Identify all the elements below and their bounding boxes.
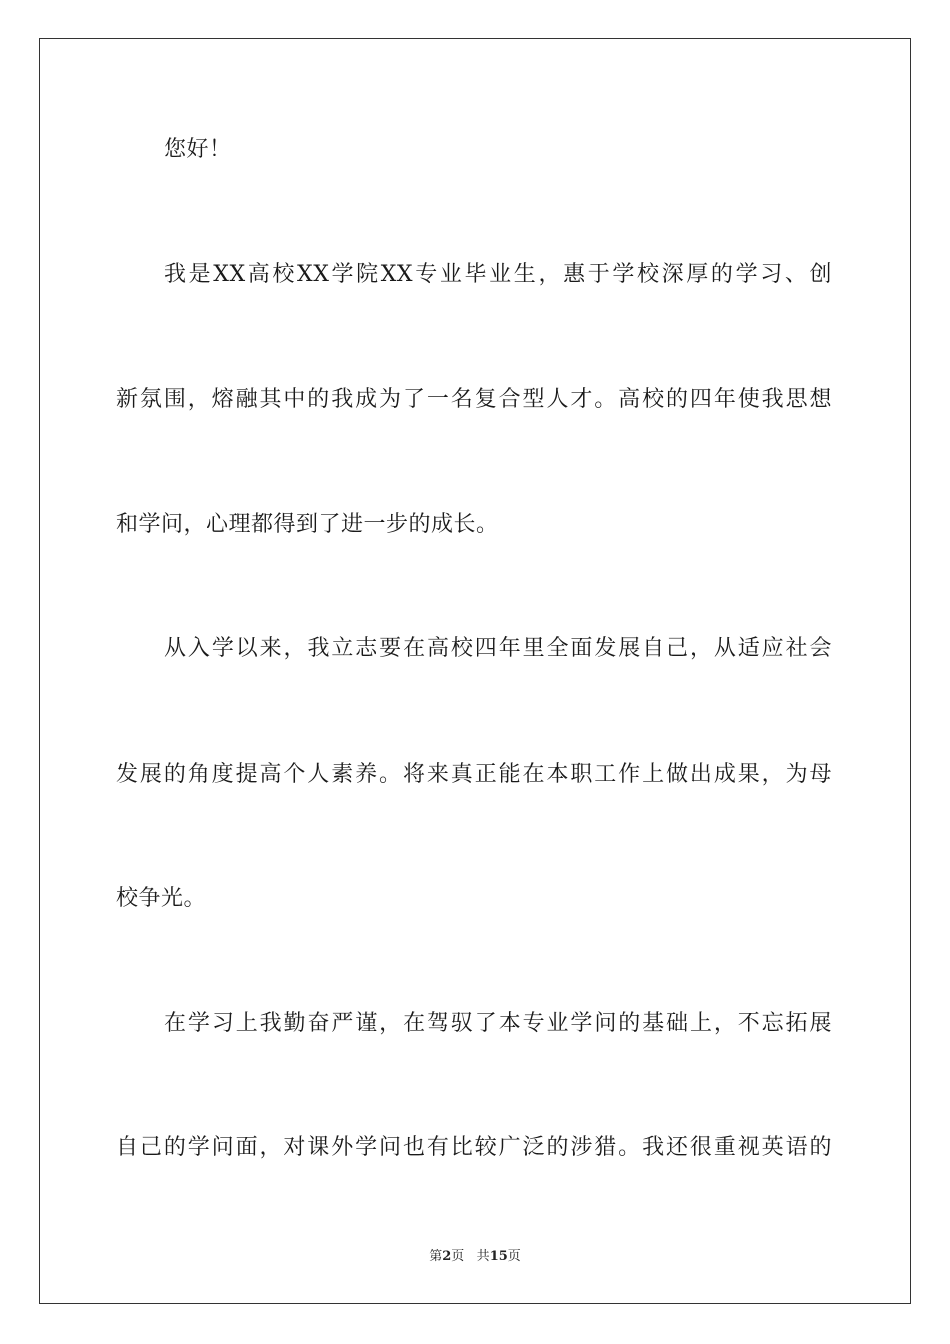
page-label-suffix: 页 — [451, 1249, 465, 1264]
paragraph-2-line-2: 发展的角度提高个人素养。将来真正能在本职工作上做出成果，为母 — [116, 762, 832, 787]
total-label-suffix: 页 — [507, 1249, 521, 1264]
page-frame — [39, 38, 911, 1304]
paragraph-1-line-2: 新氛围，熔融其中的我成为了一名复合型人才。高校的四年使我思想 — [116, 387, 832, 412]
total-pages-number: 15 — [489, 1249, 508, 1264]
paragraph-3-line-2: 自己的学问面，对课外学问也有比较广泛的涉猎。我还很重视英语的 — [116, 1135, 832, 1160]
paragraph-2-line-1: 从入学以来，我立志要在高校四年里全面发展自己，从适应社会 — [164, 636, 832, 661]
current-page-number: 2 — [442, 1249, 452, 1264]
page-footer — [0, 1248, 950, 1266]
paragraph-3-line-1: 在学习上我勤奋严谨，在驾驭了本专业学问的基础上，不忘拓展 — [164, 1011, 832, 1036]
paragraph-1-line-1: 我是XX高校XX学院XX专业毕业生，惠于学校深厚的学习、创 — [164, 262, 832, 287]
greeting-line: 您好！ — [164, 137, 232, 162]
total-label-prefix: 共 — [476, 1249, 490, 1264]
page-label-prefix: 第 — [429, 1249, 443, 1264]
paragraph-2-line-3: 校争光。 — [116, 886, 207, 911]
paragraph-1-line-3: 和学问，心理都得到了进一步的成长。 — [116, 512, 499, 537]
